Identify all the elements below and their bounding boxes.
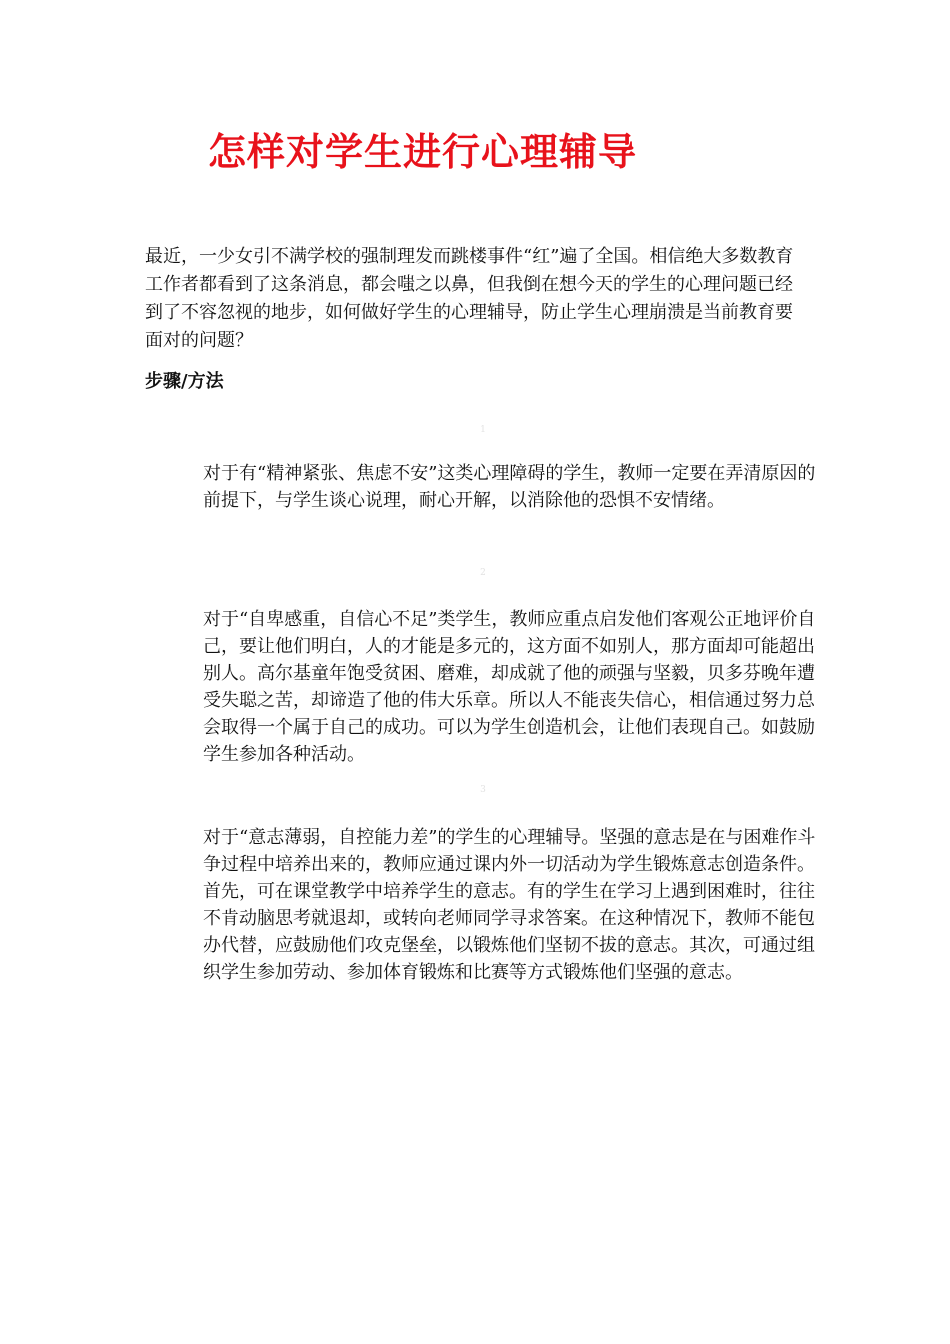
step-marker-2: 2 bbox=[480, 568, 486, 578]
step-1-text: 对于有“精神紧张、焦虑不安”这类心理障碍的学生，教师一定要在弄清原因的前提下，与学生谈心说理，耐心开解，以消除他的恐惧不安情绪。 bbox=[203, 463, 816, 511]
step-2-text: 对于“自卑感重，自信心不足”类学生，教师应重点启发他们客观公正地评价自己，要让他们明白，人的才能是多元的，这方面不如别人，那方面却可能超出别人。高尔基童年饱受贫困、磨难，却成就了他的顽强与坚毅，贝多芬晚年遭受失聪之苦，却谛造了他的伟大乐章。所以人不能丧失信心，相信通过努力总会取得一个属于自己的成功。可以为学生创造机会，让他们表现自己。如鼓励学生参加各种活动。 bbox=[203, 609, 816, 765]
step-3-text: 对于“意志薄弱，自控能力差”的学生的心理辅导。坚强的意志是在与困难作斗争过程中培养出来的，教师应通过课内外一切活动为学生锻炼意志创造条件。首先，可在课堂教学中培养学生的意志。有的学生在学习上遇到困难时，往往不肯动脑思考就退却，或转向老师同学寻求答案。在这种情况下，教师不能包办代替，应鼓励他们攻克堡垒，以锻炼他们坚韧不拔的意志。其次，可通过组织学生参加劳动、参加体育锻炼和比赛等方式锻炼他们坚强的意志。 bbox=[203, 827, 816, 983]
steps-heading: 步骤/方法 bbox=[145, 371, 224, 392]
intro-paragraph: 最近，一少女引不满学校的强制理发而跳楼事件“红”遍了全国。相信绝大多数教育工作者都看到了这条消息，都会嗤之以鼻，但我倒在想今天的学生的心理问题已经到了不容忽视的地步，如何做好学生的心理辅导，防止学生心理崩溃是当前教育要面对的问题？ bbox=[145, 246, 794, 351]
step-marker-1: 1 bbox=[480, 425, 486, 435]
document-title: 怎样对学生进行心理辅导 bbox=[208, 129, 638, 174]
step-marker-3: 3 bbox=[480, 785, 486, 795]
